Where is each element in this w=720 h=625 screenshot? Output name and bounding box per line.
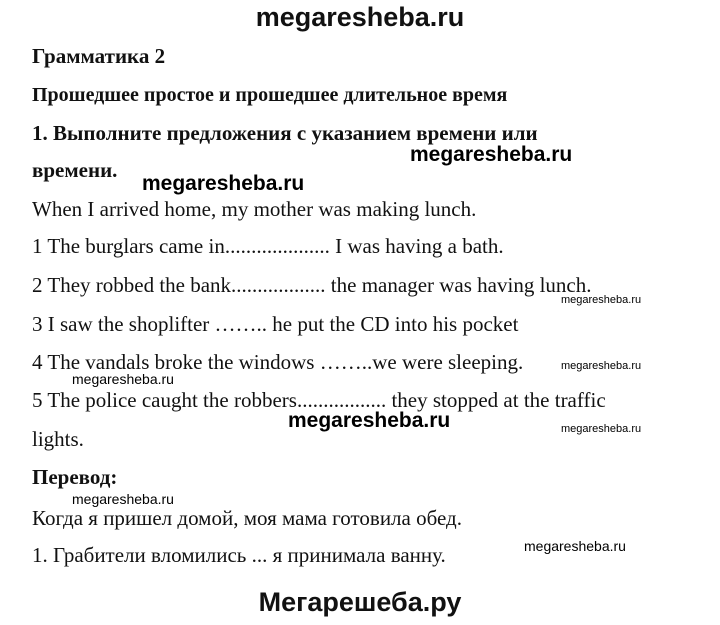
watermark: megaresheba.ru xyxy=(561,360,642,372)
watermark: megaresheba.ru xyxy=(410,143,573,166)
exercise-item-5-continued: lights. xyxy=(32,427,84,451)
translation-line-1: Когда я пришел домой, моя мама готовила обед. xyxy=(32,506,462,530)
exercise-item-3: 3 I saw the shoplifter …….. he put the CD into his pocket xyxy=(32,312,519,336)
subtitle: Прошедшее простое и прошедшее длительное время xyxy=(32,84,508,106)
exercise-item-1: 1 The burglars came in.................... I was having a bath. xyxy=(32,234,504,258)
watermark: megaresheba.ru xyxy=(72,371,174,387)
exercise-item-4: 4 The vandals broke the windows ……..we were sleeping. xyxy=(32,350,524,374)
example-sentence: When I arrived home, my mother was making lunch. xyxy=(32,197,477,221)
site-header: megaresheba.ru xyxy=(255,2,465,32)
watermark: megaresheba.ru xyxy=(561,423,642,435)
watermark: megaresheba.ru xyxy=(561,294,642,306)
exercise-item-5: 5 The police caught the robbers................. they stopped at the traffic xyxy=(32,388,606,412)
watermark: megaresheba.ru xyxy=(72,491,174,507)
section-title: Грамматика 2 xyxy=(32,44,166,68)
translation-line-2: 1. Грабители вломились ... я принимала ванну. xyxy=(32,543,446,567)
task-heading-line-2: времени. xyxy=(32,158,118,182)
watermark: megaresheba.ru xyxy=(288,409,451,432)
exercise-item-2: 2 They robbed the bank.................. the manager was having lunch. xyxy=(32,273,592,297)
watermark: megaresheba.ru xyxy=(142,172,305,195)
translation-heading: Перевод: xyxy=(32,465,118,489)
task-heading-line-1: 1. Выполните предложения с указанием времени или xyxy=(32,121,538,145)
watermark: megaresheba.ru xyxy=(524,538,626,554)
site-footer: Мегарешеба.ру xyxy=(258,587,462,617)
